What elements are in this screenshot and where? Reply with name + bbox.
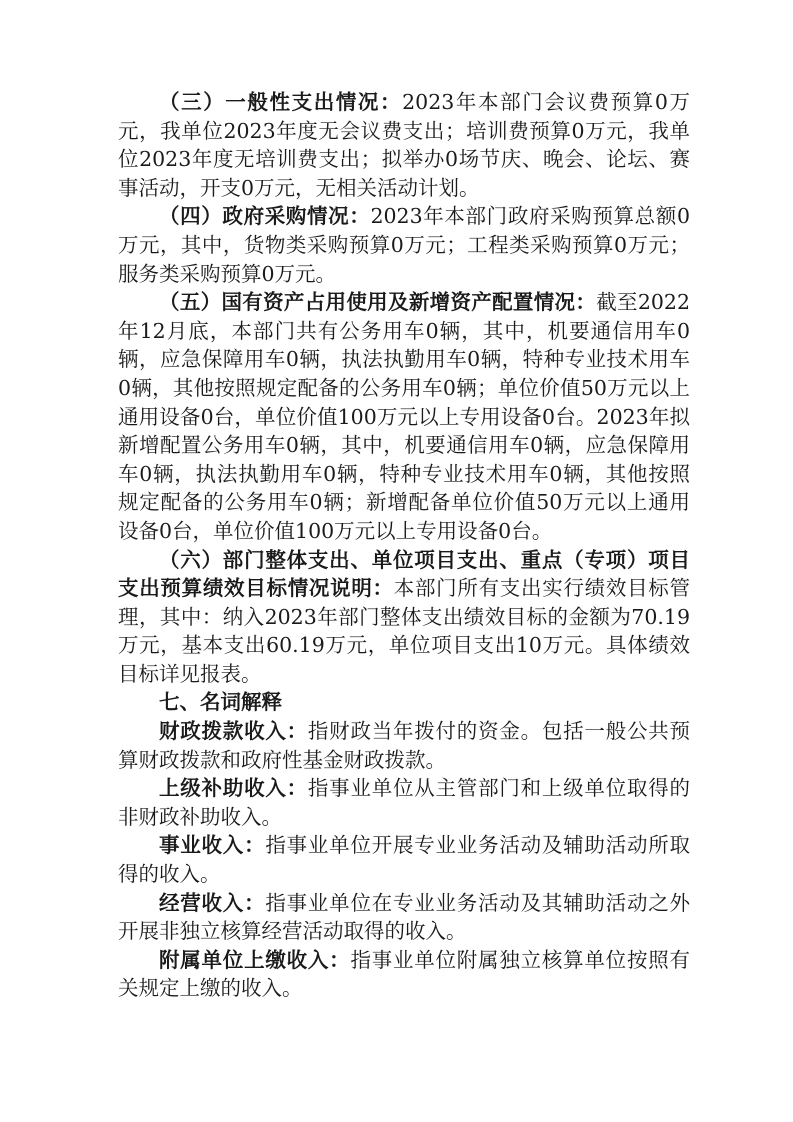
paragraph-heading: （三）一般性支出情况：	[159, 90, 403, 114]
glossary-definition: 指事业单位开展专业业务活动及辅助活动所取得的收入。	[118, 833, 691, 887]
section-title: 七、名词解释	[159, 690, 282, 715]
glossary-term: 事业收入：	[159, 833, 266, 858]
glossary-definition: 指事业单位在专业业务活动及其辅助活动之外开展非独立核算经营活动取得的收入。	[118, 890, 691, 944]
glossary-item-fiscal-appropriation	[118, 717, 690, 774]
paragraph-text: 2023年本部门会议费预算0万元，我单位2023年度无会议费支出；培训费预算0万元，我单位2023年度无培训费支出；拟举办0场节庆、晚会、论坛、赛事活动，开支0万元，无相关活动计划。	[118, 90, 690, 200]
glossary-item-business-income	[118, 831, 690, 888]
paragraph-text: 本部门所有支出实行绩效目标管理，其中：纳入2023年部门整体支出绩效目标的金额为70.19万元，基本支出60.19万元，单位项目支出10万元。具体绩效目标详见报表。	[118, 576, 690, 686]
paragraph-heading: （五）国有资产占用使用及新增资产配置情况：	[159, 290, 597, 315]
paragraph-heading: （四）政府采购情况：	[159, 204, 371, 229]
glossary-item-higher-subsidy	[118, 774, 690, 831]
glossary-definition: 指事业单位附属独立核算单位按照有关规定上缴的收入。	[118, 947, 690, 1001]
document-body	[118, 88, 690, 1003]
glossary-item-operating-income	[118, 889, 690, 946]
paragraph-heading: （六）部门整体支出、单位项目支出、重点（专项）项目支出预算绩效目标情况说明：	[118, 547, 690, 601]
glossary-definition: 指事业单位从主管部门和上级单位取得的非财政补助收入。	[118, 776, 691, 829]
paragraph-general-expenditure	[118, 88, 690, 202]
glossary-definition: 指财政当年拨付的资金。包括一般公共预算财政拨款和政府性基金财政拨款。	[118, 719, 691, 772]
paragraph-text: 截至2022年12月底，本部门共有公务用车0辆，其中，机要通信用车0辆，应急保障用车0辆，执法执勤用车0辆，特种专业技术用车0辆，其他按照规定配备的公务用车0辆；单位价值50万元以上通用设备0台，单位价值100万元以上专用设备0台。2023年拟新增配置公务用车0辆，其中，机要通信用车0辆，应急保障用车0辆，执法执勤用车0辆，特种专业技术用车0辆，其他按照规定配备的公务用车0辆；新增配备单位价值50万元以上通用设备0台，单位价值100万元以上专用设备0台。	[118, 290, 691, 543]
glossary-item-affiliate-remittance	[118, 946, 690, 1003]
paragraph-state-assets	[118, 288, 690, 545]
paragraph-government-procurement	[118, 202, 690, 288]
paragraph-text: 2023年本部门政府采购预算总额0万元，其中，货物类采购预算0万元；工程类采购预算0万元；服务类采购预算0万元。	[118, 204, 691, 286]
section-heading-glossary	[118, 688, 690, 717]
paragraph-performance-targets	[118, 546, 690, 689]
glossary-term: 经营收入：	[159, 890, 266, 915]
glossary-term: 上级补助收入：	[159, 776, 308, 801]
glossary-term: 附属单位上缴收入：	[159, 947, 351, 972]
glossary-term: 财政拨款收入：	[159, 719, 308, 744]
